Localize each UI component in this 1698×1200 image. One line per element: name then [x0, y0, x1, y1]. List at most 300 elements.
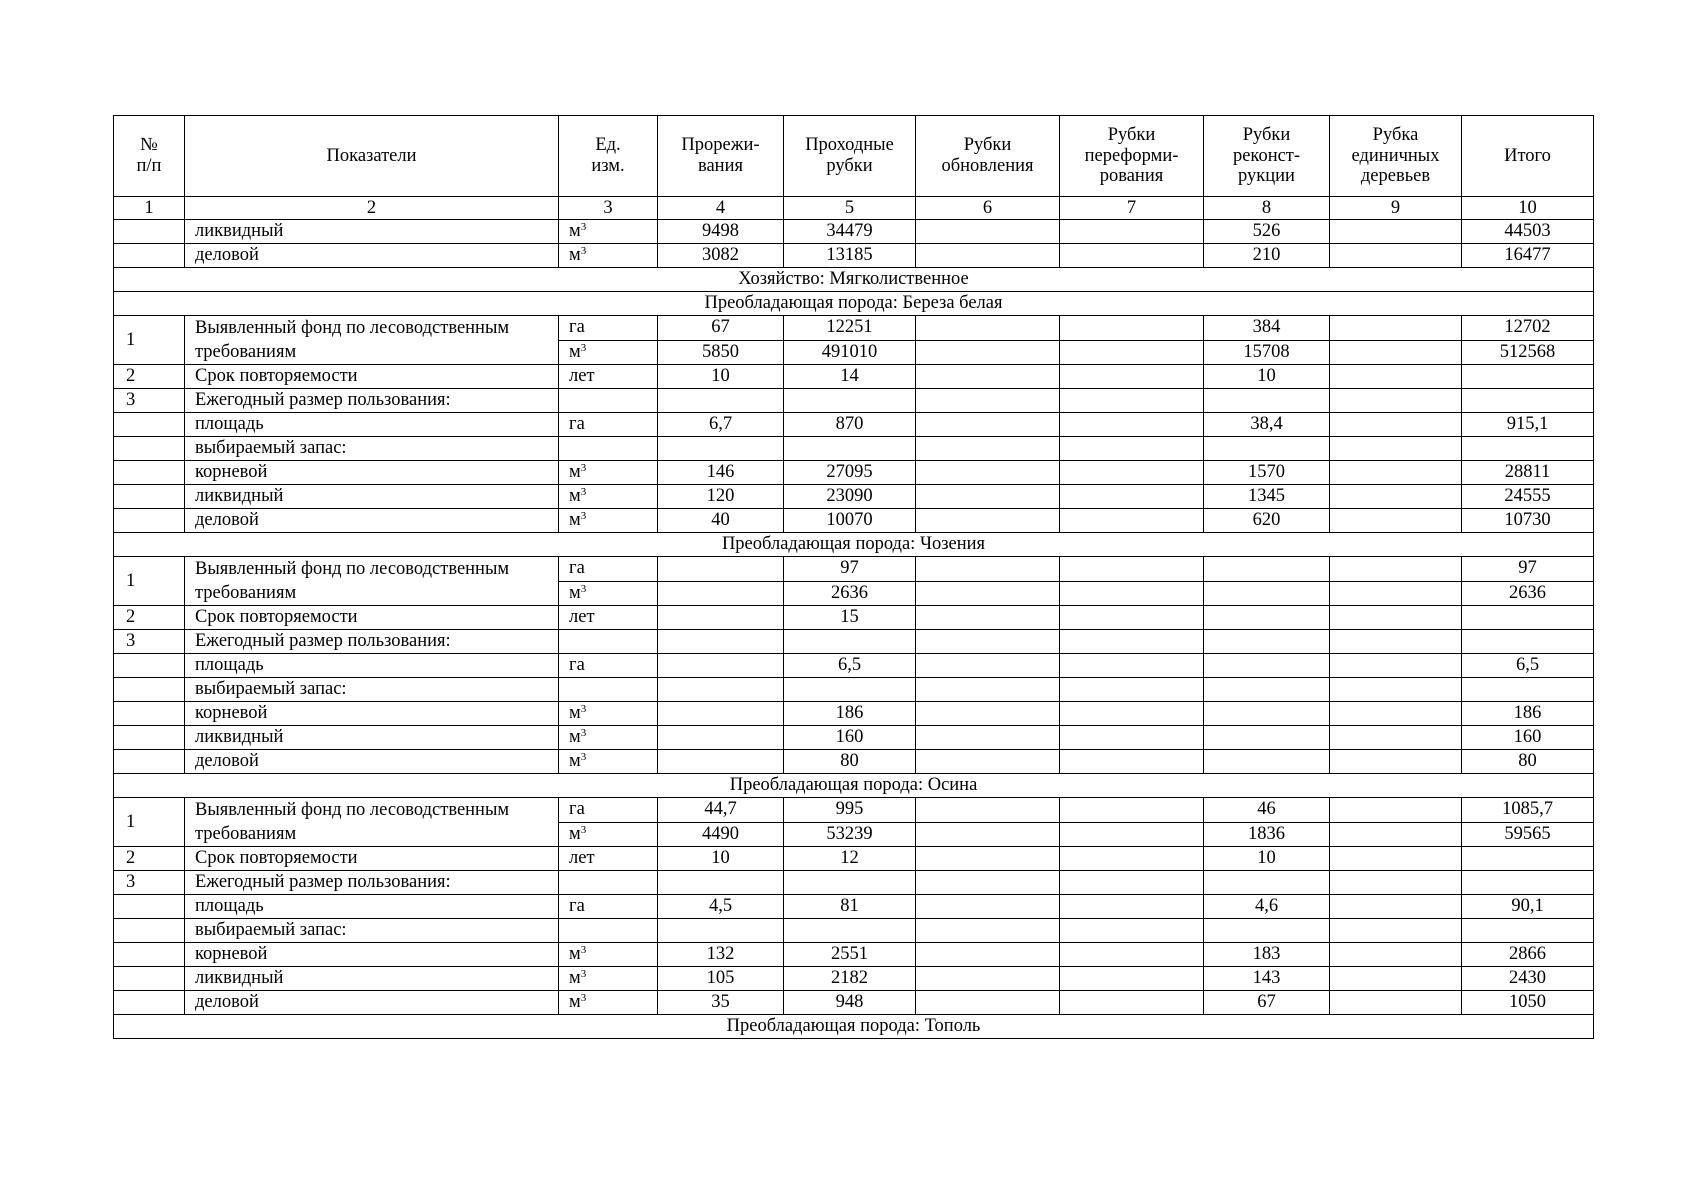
unit-cell	[559, 798, 658, 823]
value-cell	[1462, 365, 1594, 389]
value-cell	[916, 485, 1060, 509]
section-row	[114, 533, 1594, 557]
value-cell	[1330, 822, 1462, 847]
value-cell	[1204, 750, 1330, 774]
unit-text: га	[569, 558, 585, 579]
value-cell-text: 14	[840, 366, 859, 387]
value-cell	[1204, 726, 1330, 750]
column-number: 1	[114, 197, 185, 220]
value-cell	[1462, 702, 1594, 726]
table-row	[114, 509, 1594, 533]
row-number-text: 3	[126, 872, 136, 893]
value-cell	[658, 630, 784, 654]
value-cell	[916, 220, 1060, 244]
value-cell	[1204, 461, 1330, 485]
indicator-name-text: корневой	[195, 703, 268, 724]
indicator-name	[185, 413, 559, 437]
value-cell	[916, 389, 1060, 413]
row-number-text: 3	[126, 631, 136, 652]
value-cell	[1060, 389, 1204, 413]
value-cell	[916, 822, 1060, 847]
value-cell	[1204, 509, 1330, 533]
value-cell-text: 9498	[702, 221, 739, 242]
value-cell	[658, 244, 784, 268]
unit-text: м	[569, 823, 581, 844]
value-cell-text: 1345	[1248, 486, 1285, 507]
value-cell-text: 24555	[1504, 486, 1551, 507]
value-cell	[1060, 919, 1204, 943]
value-cell	[1204, 630, 1330, 654]
value-cell	[1060, 678, 1204, 702]
unit-text: м	[569, 486, 581, 507]
value-cell	[1330, 581, 1462, 606]
value-cell-text: 3082	[702, 245, 739, 266]
value-cell-text: 995	[835, 799, 864, 820]
value-cell-text: 2430	[1509, 968, 1546, 989]
column-number: 6	[916, 197, 1060, 220]
unit-cell	[559, 581, 658, 606]
column-number: 4	[658, 197, 784, 220]
value-cell	[658, 509, 784, 533]
unit-cell	[559, 654, 658, 678]
value-cell	[1330, 750, 1462, 774]
value-cell	[784, 726, 916, 750]
unit-text: м	[569, 727, 581, 748]
value-cell-text: 4490	[702, 823, 739, 844]
value-cell	[1462, 678, 1594, 702]
unit-superscript: 3	[580, 944, 587, 957]
indicator-name	[185, 871, 559, 895]
row-number	[114, 847, 185, 871]
unit-text: га	[569, 414, 585, 435]
value-cell-text: 80	[840, 751, 859, 772]
value-cell-text: 1570	[1248, 462, 1285, 483]
value-cell	[1330, 702, 1462, 726]
value-cell-text: 34479	[826, 221, 873, 242]
value-cell-text: 12	[840, 848, 859, 869]
unit-cell	[559, 991, 658, 1015]
value-cell	[784, 340, 916, 365]
value-cell	[1060, 461, 1204, 485]
row-number	[114, 389, 185, 413]
value-cell-text: 2182	[831, 968, 868, 989]
value-cell	[658, 413, 784, 437]
indicator-name	[185, 365, 559, 389]
table-row	[114, 678, 1594, 702]
value-cell-text: 4,5	[708, 896, 733, 917]
indicator-name-text: деловой	[195, 510, 259, 531]
row-number	[114, 654, 185, 678]
unit-cell	[559, 509, 658, 533]
value-cell	[784, 919, 916, 943]
indicator-name-text: Ежегодный размер пользования:	[195, 631, 451, 652]
value-cell	[658, 871, 784, 895]
value-cell	[916, 365, 1060, 389]
indicator-name-text: выбираемый запас:	[195, 920, 347, 941]
value-cell	[1330, 244, 1462, 268]
unit-text: м	[569, 341, 581, 362]
row-number	[114, 895, 185, 919]
row-number-text: 3	[126, 390, 136, 411]
value-cell	[658, 220, 784, 244]
value-cell	[658, 389, 784, 413]
value-cell	[1060, 244, 1204, 268]
value-cell	[1204, 389, 1330, 413]
table-row	[114, 630, 1594, 654]
value-cell	[1204, 437, 1330, 461]
unit-cell	[559, 316, 658, 341]
header-total: Итого	[1462, 116, 1594, 197]
value-cell	[1462, 606, 1594, 630]
indicator-name-text: Выявленный фонд по лесоводственным требованиям	[195, 559, 510, 603]
value-cell	[784, 509, 916, 533]
value-cell	[1330, 871, 1462, 895]
table-row	[114, 316, 1594, 341]
value-cell	[1204, 919, 1330, 943]
value-cell-text: 44,7	[704, 799, 737, 820]
indicator-name-text: Ежегодный размер пользования:	[195, 390, 451, 411]
value-cell	[1462, 340, 1594, 365]
value-cell	[1462, 750, 1594, 774]
value-cell-text: 67	[1257, 992, 1276, 1013]
value-cell	[784, 702, 916, 726]
value-cell	[784, 413, 916, 437]
row-number-text: 2	[126, 366, 136, 387]
value-cell	[784, 871, 916, 895]
value-cell	[1204, 822, 1330, 847]
unit-superscript: 3	[580, 462, 587, 475]
value-cell	[1060, 220, 1204, 244]
value-cell	[1462, 895, 1594, 919]
column-number-row	[114, 197, 1594, 220]
section-row	[114, 268, 1594, 292]
section-heading-text: Преобладающая порода: Чозения	[721, 534, 986, 555]
value-cell	[1462, 316, 1594, 341]
table-row	[114, 991, 1594, 1015]
section-heading	[114, 292, 1594, 316]
value-cell	[1060, 798, 1204, 823]
value-cell	[1204, 943, 1330, 967]
value-cell	[1462, 871, 1594, 895]
value-cell	[1204, 316, 1330, 341]
value-cell	[1330, 967, 1462, 991]
unit-superscript: 3	[580, 751, 587, 764]
unit-cell	[559, 606, 658, 630]
column-number: 7	[1060, 197, 1204, 220]
value-cell	[1462, 244, 1594, 268]
value-cell	[1330, 220, 1462, 244]
value-cell-text: 160	[835, 727, 864, 748]
value-cell	[1330, 365, 1462, 389]
table-row	[114, 461, 1594, 485]
unit-superscript: 3	[580, 727, 587, 740]
row-number	[114, 702, 185, 726]
value-cell	[916, 847, 1060, 871]
unit-cell	[559, 919, 658, 943]
value-cell-text: 620	[1252, 510, 1281, 531]
value-cell	[1462, 413, 1594, 437]
section-row	[114, 774, 1594, 798]
table-row	[114, 389, 1594, 413]
value-cell	[784, 365, 916, 389]
indicator-name	[185, 316, 559, 365]
value-cell	[1462, 847, 1594, 871]
value-cell	[1462, 485, 1594, 509]
section-heading-text: Хозяйство: Мягколиственное	[738, 269, 969, 290]
unit-text: м	[569, 944, 581, 965]
unit-text: м	[569, 221, 581, 242]
value-cell	[1060, 606, 1204, 630]
value-cell	[1060, 702, 1204, 726]
value-cell	[784, 654, 916, 678]
value-cell	[1330, 413, 1462, 437]
value-cell	[1060, 750, 1204, 774]
unit-cell	[559, 943, 658, 967]
unit-cell	[559, 726, 658, 750]
value-cell	[784, 750, 916, 774]
value-cell	[1060, 485, 1204, 509]
value-cell-text: 2636	[1509, 582, 1546, 603]
value-cell-text: 1085,7	[1502, 799, 1553, 820]
indicator-name	[185, 654, 559, 678]
value-cell	[1060, 581, 1204, 606]
value-cell	[1060, 630, 1204, 654]
value-cell	[1204, 967, 1330, 991]
value-cell	[916, 702, 1060, 726]
row-number	[114, 678, 185, 702]
row-number	[114, 485, 185, 509]
value-cell	[1204, 581, 1330, 606]
unit-cell	[559, 630, 658, 654]
value-cell-text: 23090	[826, 486, 873, 507]
value-cell-text: 526	[1252, 221, 1281, 242]
row-number	[114, 509, 185, 533]
section-heading	[114, 268, 1594, 292]
value-cell	[1462, 726, 1594, 750]
value-cell	[1330, 485, 1462, 509]
indicator-name	[185, 798, 559, 847]
value-cell-text: 2636	[831, 582, 868, 603]
value-cell	[916, 943, 1060, 967]
value-cell	[658, 726, 784, 750]
value-cell	[784, 581, 916, 606]
value-cell	[916, 871, 1060, 895]
value-cell	[1330, 389, 1462, 413]
unit-text: м	[569, 703, 581, 724]
value-cell-text: 13185	[826, 245, 873, 266]
value-cell	[1462, 798, 1594, 823]
indicator-name	[185, 847, 559, 871]
value-cell	[784, 437, 916, 461]
header-thinning: Прорежи- вания	[658, 116, 784, 197]
column-number: 5	[784, 197, 916, 220]
indicator-name	[185, 244, 559, 268]
value-cell	[916, 461, 1060, 485]
value-cell	[916, 726, 1060, 750]
value-cell	[1462, 630, 1594, 654]
value-cell	[784, 220, 916, 244]
value-cell	[916, 316, 1060, 341]
value-cell	[916, 557, 1060, 582]
value-cell	[916, 919, 1060, 943]
indicator-name-text: Выявленный фонд по лесоводственным требованиям	[195, 800, 510, 844]
value-cell	[1462, 461, 1594, 485]
value-cell-text: 10070	[826, 510, 873, 531]
header-unit: Ед. изм.	[559, 116, 658, 197]
value-cell	[1330, 678, 1462, 702]
table-row	[114, 798, 1594, 823]
value-cell	[784, 943, 916, 967]
value-cell	[1204, 991, 1330, 1015]
value-cell	[1462, 557, 1594, 582]
unit-cell	[559, 244, 658, 268]
value-cell-text: 512568	[1499, 341, 1556, 362]
value-cell-text: 10	[1257, 848, 1276, 869]
value-cell	[1204, 847, 1330, 871]
value-cell-text: 46	[1257, 799, 1276, 820]
unit-text: м	[569, 582, 581, 603]
section-heading-text: Преобладающая порода: Осина	[729, 775, 978, 796]
value-cell	[784, 630, 916, 654]
value-cell	[658, 340, 784, 365]
column-number: 3	[559, 197, 658, 220]
value-cell	[784, 389, 916, 413]
value-cell	[658, 822, 784, 847]
unit-cell	[559, 967, 658, 991]
value-cell-text: 67	[711, 317, 730, 338]
row-number	[114, 967, 185, 991]
value-cell-text: 491010	[821, 341, 878, 362]
value-cell	[1060, 943, 1204, 967]
unit-cell	[559, 822, 658, 847]
column-number: 10	[1462, 197, 1594, 220]
unit-text: м	[569, 751, 581, 772]
table-row	[114, 750, 1594, 774]
indicator-name	[185, 750, 559, 774]
value-cell-text: 10	[1257, 366, 1276, 387]
table-row	[114, 365, 1594, 389]
header-num: № п/п	[114, 116, 185, 197]
value-cell	[1330, 991, 1462, 1015]
value-cell-text: 4,6	[1254, 896, 1279, 917]
value-cell	[1462, 509, 1594, 533]
unit-text: га	[569, 317, 585, 338]
value-cell-text: 97	[1518, 558, 1537, 579]
value-cell	[1204, 678, 1330, 702]
value-cell	[658, 654, 784, 678]
indicator-name-text: ликвидный	[195, 486, 284, 507]
indicator-name	[185, 630, 559, 654]
value-cell	[1330, 606, 1462, 630]
row-number	[114, 726, 185, 750]
value-cell	[1060, 557, 1204, 582]
unit-text: лет	[569, 848, 595, 869]
value-cell	[1204, 606, 1330, 630]
row-number	[114, 365, 185, 389]
row-number	[114, 557, 185, 606]
value-cell	[916, 244, 1060, 268]
value-cell	[1204, 413, 1330, 437]
value-cell	[1330, 630, 1462, 654]
value-cell	[1330, 340, 1462, 365]
value-cell-text: 105	[706, 968, 735, 989]
row-number	[114, 871, 185, 895]
section-heading-text: Преобладающая порода: Береза белая	[704, 293, 1003, 314]
value-cell-text: 15	[840, 607, 859, 628]
unit-superscript: 3	[580, 221, 587, 234]
value-cell-text: 35	[711, 992, 730, 1013]
row-number	[114, 606, 185, 630]
value-cell-text: 15708	[1243, 341, 1290, 362]
indicator-name	[185, 485, 559, 509]
indicator-name-text: ликвидный	[195, 727, 284, 748]
value-cell	[1060, 967, 1204, 991]
table-body	[114, 220, 1594, 1039]
unit-text: лет	[569, 366, 595, 387]
indicator-name-text: корневой	[195, 944, 268, 965]
row-number	[114, 437, 185, 461]
value-cell	[658, 606, 784, 630]
value-cell-text: 90,1	[1511, 896, 1544, 917]
indicator-name-text: деловой	[195, 751, 259, 772]
value-cell	[916, 340, 1060, 365]
value-cell	[658, 461, 784, 485]
value-cell	[1060, 847, 1204, 871]
value-cell-text: 97	[840, 558, 859, 579]
indicator-name	[185, 895, 559, 919]
unit-cell	[559, 461, 658, 485]
value-cell-text: 915,1	[1506, 414, 1549, 435]
value-cell	[658, 678, 784, 702]
column-number: 9	[1330, 197, 1462, 220]
header-renewal-cuttings: Рубки обновления	[916, 116, 1060, 197]
value-cell	[1330, 654, 1462, 678]
row-number	[114, 244, 185, 268]
value-cell	[1462, 389, 1594, 413]
unit-superscript: 3	[580, 341, 587, 354]
value-cell-text: 146	[706, 462, 735, 483]
value-cell	[658, 798, 784, 823]
value-cell	[658, 581, 784, 606]
unit-superscript: 3	[580, 992, 587, 1005]
indicator-name-text: площадь	[195, 414, 264, 435]
section-row	[114, 1015, 1594, 1039]
value-cell-text: 53239	[826, 823, 873, 844]
value-cell-text: 16477	[1504, 245, 1551, 266]
indicator-name-text: Срок повторяемости	[195, 848, 358, 869]
value-cell	[1204, 702, 1330, 726]
value-cell	[916, 991, 1060, 1015]
table-row	[114, 413, 1594, 437]
table-row	[114, 485, 1594, 509]
value-cell	[1330, 557, 1462, 582]
value-cell	[784, 847, 916, 871]
value-cell-text: 1050	[1509, 992, 1546, 1013]
table-row	[114, 606, 1594, 630]
row-number	[114, 220, 185, 244]
value-cell-text: 59565	[1504, 823, 1551, 844]
value-cell	[1060, 991, 1204, 1015]
row-number	[114, 461, 185, 485]
value-cell	[784, 606, 916, 630]
value-cell	[1462, 581, 1594, 606]
unit-superscript: 3	[580, 823, 587, 836]
indicator-name	[185, 606, 559, 630]
value-cell	[1060, 822, 1204, 847]
value-cell	[1060, 895, 1204, 919]
table-row	[114, 437, 1594, 461]
unit-cell	[559, 413, 658, 437]
